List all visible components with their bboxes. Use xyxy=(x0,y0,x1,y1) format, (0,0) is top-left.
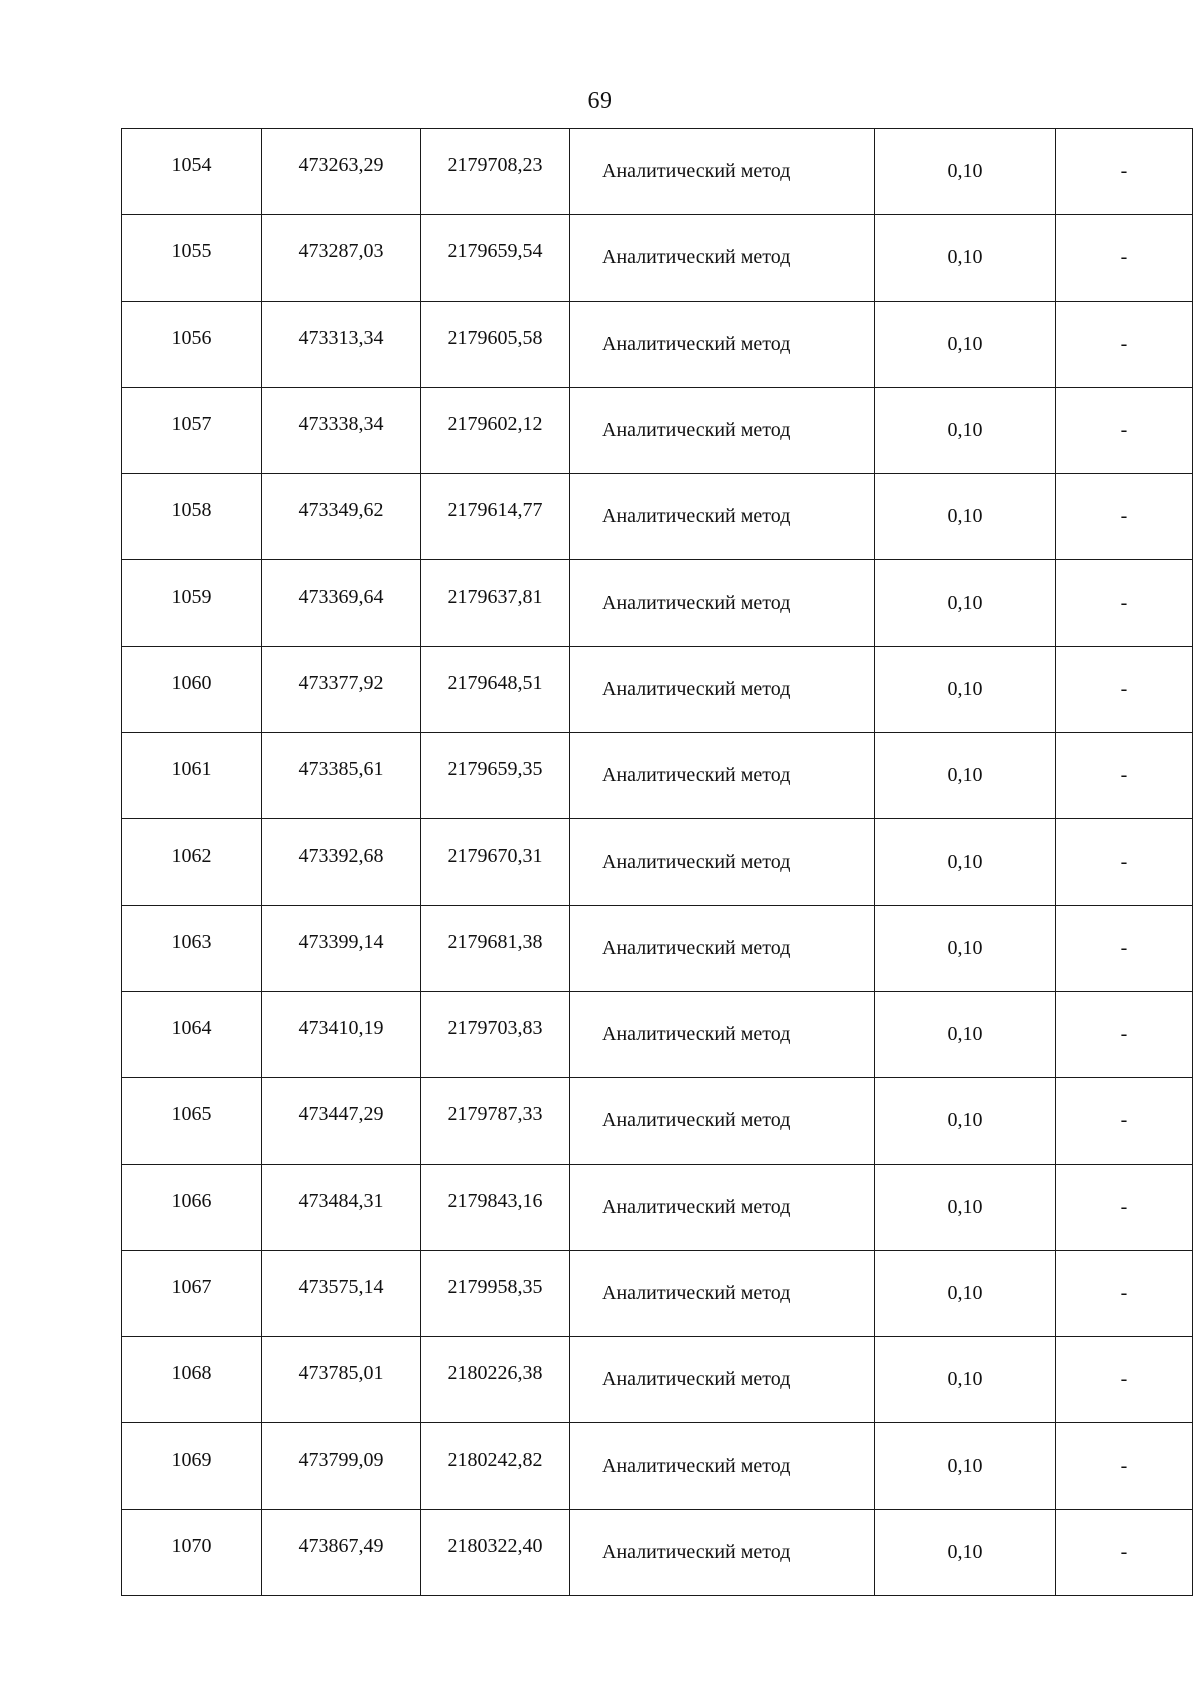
y-coordinate-cell-text: 2180322,40 xyxy=(447,1534,543,1557)
accuracy-cell xyxy=(875,991,1056,1077)
point-number-cell xyxy=(122,301,262,387)
table-row xyxy=(122,301,1193,387)
note-cell xyxy=(1056,991,1193,1077)
method-cell xyxy=(570,474,875,560)
point-number-cell xyxy=(122,1250,262,1336)
y-coordinate-cell-text: 2179703,83 xyxy=(447,1017,543,1040)
note-cell xyxy=(1056,733,1193,819)
accuracy-cell-text: 0,10 xyxy=(947,246,983,269)
accuracy-cell xyxy=(875,474,1056,560)
x-coordinate-cell-text: 473349,62 xyxy=(298,499,384,522)
table-row xyxy=(122,905,1193,991)
method-cell xyxy=(570,129,875,215)
method-cell-text: Аналитический метод xyxy=(602,505,791,528)
note-cell-text: - xyxy=(1120,677,1128,700)
x-coordinate-cell xyxy=(262,1250,421,1336)
accuracy-cell-text: 0,10 xyxy=(947,1540,983,1563)
note-cell xyxy=(1056,129,1193,215)
x-coordinate-cell-text: 473263,29 xyxy=(298,154,384,177)
point-number-cell xyxy=(122,733,262,819)
note-cell-text: - xyxy=(1120,591,1128,614)
note-cell xyxy=(1056,301,1193,387)
method-cell xyxy=(570,387,875,473)
x-coordinate-cell xyxy=(262,129,421,215)
y-coordinate-cell xyxy=(421,387,570,473)
y-coordinate-cell xyxy=(421,1423,570,1509)
method-cell-text: Аналитический метод xyxy=(602,246,791,269)
note-cell xyxy=(1056,1078,1193,1164)
note-cell xyxy=(1056,646,1193,732)
method-cell-text: Аналитический метод xyxy=(602,591,791,614)
point-number-cell xyxy=(122,819,262,905)
y-coordinate-cell xyxy=(421,560,570,646)
point-number-cell-text: 1066 xyxy=(171,1189,212,1212)
method-cell-text: Аналитический метод xyxy=(602,1540,791,1563)
method-cell xyxy=(570,215,875,301)
accuracy-cell-text: 0,10 xyxy=(947,160,983,183)
note-cell-text: - xyxy=(1120,505,1128,528)
method-cell-text: Аналитический метод xyxy=(602,850,791,873)
table-row xyxy=(122,129,1193,215)
y-coordinate-cell-text: 2180242,82 xyxy=(447,1448,543,1471)
x-coordinate-cell-text: 473575,14 xyxy=(298,1276,384,1298)
y-coordinate-cell xyxy=(421,1337,570,1423)
x-coordinate-cell xyxy=(262,905,421,991)
accuracy-cell xyxy=(875,646,1056,732)
point-number-cell xyxy=(122,1164,262,1250)
accuracy-cell-text: 0,10 xyxy=(947,1454,983,1477)
table-row xyxy=(122,1509,1193,1595)
x-coordinate-cell-text: 473313,34 xyxy=(298,326,384,349)
x-coordinate-cell xyxy=(262,1164,421,1250)
x-coordinate-cell-text: 473392,68 xyxy=(298,844,384,867)
point-number-cell xyxy=(122,1423,262,1509)
point-number-cell-text: 1059 xyxy=(171,585,212,608)
y-coordinate-cell xyxy=(421,905,570,991)
y-coordinate-cell-text: 2179787,33 xyxy=(447,1103,543,1126)
table-row xyxy=(122,991,1193,1077)
accuracy-cell xyxy=(875,1337,1056,1423)
accuracy-cell-text: 0,10 xyxy=(947,1368,983,1391)
x-coordinate-cell-text: 473338,34 xyxy=(298,413,384,436)
x-coordinate-cell xyxy=(262,1078,421,1164)
y-coordinate-cell xyxy=(421,733,570,819)
accuracy-cell-text: 0,10 xyxy=(947,936,983,959)
accuracy-cell-text: 0,10 xyxy=(947,764,983,787)
coordinates-table xyxy=(121,128,1193,1596)
point-number-cell xyxy=(122,474,262,560)
note-cell xyxy=(1056,819,1193,905)
method-cell-text: Аналитический метод xyxy=(602,1195,791,1218)
x-coordinate-cell xyxy=(262,387,421,473)
x-coordinate-cell-text: 473799,09 xyxy=(298,1448,384,1471)
note-cell-text: - xyxy=(1120,1540,1128,1563)
accuracy-cell xyxy=(875,1078,1056,1164)
accuracy-cell xyxy=(875,1250,1056,1336)
accuracy-cell xyxy=(875,1423,1056,1509)
page-number: 69 xyxy=(587,88,613,114)
point-number-cell-text: 1055 xyxy=(171,240,212,263)
y-coordinate-cell-text: 2179659,35 xyxy=(447,758,543,781)
x-coordinate-cell xyxy=(262,1509,421,1595)
note-cell xyxy=(1056,560,1193,646)
method-cell xyxy=(570,646,875,732)
method-cell xyxy=(570,1078,875,1164)
y-coordinate-cell xyxy=(421,215,570,301)
note-cell-text: - xyxy=(1120,850,1128,873)
method-cell xyxy=(570,819,875,905)
note-cell-text: - xyxy=(1120,332,1128,355)
x-coordinate-cell-text: 473447,29 xyxy=(298,1103,384,1126)
point-number-cell-text: 1068 xyxy=(171,1362,212,1385)
note-cell-text: - xyxy=(1120,1368,1128,1391)
table-row xyxy=(122,819,1193,905)
point-number-cell-text: 1058 xyxy=(171,499,212,522)
point-number-cell-text: 1062 xyxy=(171,844,212,867)
y-coordinate-cell-text: 2179659,54 xyxy=(447,240,543,263)
accuracy-cell-text: 0,10 xyxy=(947,1109,983,1132)
note-cell-text: - xyxy=(1120,1282,1128,1304)
accuracy-cell-text: 0,10 xyxy=(947,1282,983,1304)
y-coordinate-cell-text: 2179670,31 xyxy=(447,844,543,867)
x-coordinate-cell-text: 473399,14 xyxy=(298,930,384,953)
point-number-cell xyxy=(122,646,262,732)
table-row xyxy=(122,474,1193,560)
point-number-cell xyxy=(122,991,262,1077)
accuracy-cell-text: 0,10 xyxy=(947,677,983,700)
point-number-cell xyxy=(122,215,262,301)
accuracy-cell xyxy=(875,733,1056,819)
y-coordinate-cell-text: 2180226,38 xyxy=(447,1362,543,1385)
y-coordinate-cell xyxy=(421,1509,570,1595)
y-coordinate-cell-text: 2179708,23 xyxy=(447,154,543,177)
note-cell-text: - xyxy=(1120,1109,1128,1132)
y-coordinate-cell-text: 2179958,35 xyxy=(447,1276,543,1298)
note-cell xyxy=(1056,474,1193,560)
table-row xyxy=(122,215,1193,301)
point-number-cell xyxy=(122,387,262,473)
table-row xyxy=(122,1250,1193,1336)
x-coordinate-cell xyxy=(262,560,421,646)
note-cell xyxy=(1056,1423,1193,1509)
note-cell xyxy=(1056,1250,1193,1336)
method-cell xyxy=(570,560,875,646)
note-cell-text: - xyxy=(1120,1195,1128,1218)
x-coordinate-cell-text: 473369,64 xyxy=(298,585,384,608)
x-coordinate-cell xyxy=(262,991,421,1077)
y-coordinate-cell xyxy=(421,646,570,732)
accuracy-cell-text: 0,10 xyxy=(947,591,983,614)
method-cell xyxy=(570,1250,875,1336)
x-coordinate-cell xyxy=(262,733,421,819)
method-cell-text: Аналитический метод xyxy=(602,1282,791,1304)
y-coordinate-cell-text: 2179605,58 xyxy=(447,326,543,349)
method-cell-text: Аналитический метод xyxy=(602,677,791,700)
table-row xyxy=(122,1078,1193,1164)
note-cell-text: - xyxy=(1120,160,1128,183)
x-coordinate-cell xyxy=(262,1423,421,1509)
note-cell-text: - xyxy=(1120,764,1128,787)
method-cell-text: Аналитический метод xyxy=(602,1454,791,1477)
table-row xyxy=(122,733,1193,819)
method-cell xyxy=(570,733,875,819)
point-number-cell-text: 1061 xyxy=(171,758,212,781)
x-coordinate-cell xyxy=(262,646,421,732)
y-coordinate-cell xyxy=(421,1250,570,1336)
point-number-cell-text: 1063 xyxy=(171,930,212,953)
accuracy-cell-text: 0,10 xyxy=(947,505,983,528)
method-cell-text: Аналитический метод xyxy=(602,936,791,959)
method-cell xyxy=(570,905,875,991)
x-coordinate-cell-text: 473385,61 xyxy=(298,758,384,781)
point-number-cell xyxy=(122,1337,262,1423)
accuracy-cell-text: 0,10 xyxy=(947,850,983,873)
x-coordinate-cell xyxy=(262,215,421,301)
method-cell xyxy=(570,1337,875,1423)
table-row xyxy=(122,1164,1193,1250)
method-cell-text: Аналитический метод xyxy=(602,764,791,787)
accuracy-cell xyxy=(875,1509,1056,1595)
x-coordinate-cell xyxy=(262,474,421,560)
point-number-cell xyxy=(122,560,262,646)
method-cell-text: Аналитический метод xyxy=(602,1368,791,1391)
x-coordinate-cell-text: 473785,01 xyxy=(298,1362,384,1385)
y-coordinate-cell xyxy=(421,991,570,1077)
point-number-cell xyxy=(122,905,262,991)
accuracy-cell-text: 0,10 xyxy=(947,1023,983,1046)
point-number-cell xyxy=(122,1509,262,1595)
point-number-cell-text: 1067 xyxy=(171,1276,212,1298)
accuracy-cell xyxy=(875,819,1056,905)
note-cell-text: - xyxy=(1120,1023,1128,1046)
method-cell-text: Аналитический метод xyxy=(602,419,791,442)
y-coordinate-cell-text: 2179681,38 xyxy=(447,930,543,953)
note-cell xyxy=(1056,905,1193,991)
point-number-cell-text: 1070 xyxy=(171,1534,212,1557)
method-cell xyxy=(570,1509,875,1595)
y-coordinate-cell-text: 2179648,51 xyxy=(447,671,543,694)
y-coordinate-cell xyxy=(421,301,570,387)
y-coordinate-cell xyxy=(421,1078,570,1164)
y-coordinate-cell xyxy=(421,819,570,905)
method-cell xyxy=(570,1423,875,1509)
y-coordinate-cell xyxy=(421,474,570,560)
point-number-cell-text: 1056 xyxy=(171,326,212,349)
x-coordinate-cell-text: 473287,03 xyxy=(298,240,384,263)
method-cell-text: Аналитический метод xyxy=(602,1109,791,1132)
x-coordinate-cell-text: 473484,31 xyxy=(298,1189,384,1212)
note-cell xyxy=(1056,1337,1193,1423)
note-cell-text: - xyxy=(1120,1454,1128,1477)
method-cell-text: Аналитический метод xyxy=(602,1023,791,1046)
note-cell-text: - xyxy=(1120,246,1128,269)
point-number-cell-text: 1064 xyxy=(171,1017,212,1040)
x-coordinate-cell-text: 473867,49 xyxy=(298,1534,384,1557)
accuracy-cell-text: 0,10 xyxy=(947,332,983,355)
note-cell xyxy=(1056,215,1193,301)
note-cell-text: - xyxy=(1120,419,1128,442)
y-coordinate-cell-text: 2179843,16 xyxy=(447,1189,543,1212)
table-row xyxy=(122,1337,1193,1423)
method-cell xyxy=(570,1164,875,1250)
point-number-cell-text: 1069 xyxy=(171,1448,212,1471)
point-number-cell xyxy=(122,1078,262,1164)
accuracy-cell xyxy=(875,1164,1056,1250)
x-coordinate-cell xyxy=(262,819,421,905)
point-number-cell-text: 1065 xyxy=(171,1103,212,1126)
point-number-cell-text: 1054 xyxy=(171,154,212,177)
accuracy-cell xyxy=(875,129,1056,215)
y-coordinate-cell-text: 2179614,77 xyxy=(447,499,543,522)
y-coordinate-cell xyxy=(421,129,570,215)
method-cell-text: Аналитический метод xyxy=(602,160,791,183)
x-coordinate-cell xyxy=(262,301,421,387)
point-number-cell xyxy=(122,129,262,215)
table-row xyxy=(122,646,1193,732)
table-row xyxy=(122,560,1193,646)
accuracy-cell-text: 0,10 xyxy=(947,1195,983,1218)
x-coordinate-cell xyxy=(262,1337,421,1423)
method-cell-text: Аналитический метод xyxy=(602,332,791,355)
accuracy-cell xyxy=(875,560,1056,646)
accuracy-cell xyxy=(875,301,1056,387)
accuracy-cell-text: 0,10 xyxy=(947,419,983,442)
note-cell xyxy=(1056,1509,1193,1595)
table-row xyxy=(122,387,1193,473)
note-cell-text: - xyxy=(1120,936,1128,959)
method-cell xyxy=(570,991,875,1077)
method-cell xyxy=(570,301,875,387)
accuracy-cell xyxy=(875,215,1056,301)
table-row xyxy=(122,1423,1193,1509)
accuracy-cell xyxy=(875,387,1056,473)
y-coordinate-cell-text: 2179637,81 xyxy=(447,585,543,608)
note-cell xyxy=(1056,387,1193,473)
note-cell xyxy=(1056,1164,1193,1250)
x-coordinate-cell-text: 473377,92 xyxy=(298,671,384,694)
x-coordinate-cell-text: 473410,19 xyxy=(298,1017,384,1040)
y-coordinate-cell-text: 2179602,12 xyxy=(447,413,543,436)
y-coordinate-cell xyxy=(421,1164,570,1250)
point-number-cell-text: 1057 xyxy=(171,413,212,436)
accuracy-cell xyxy=(875,905,1056,991)
table-body xyxy=(122,129,1193,1596)
point-number-cell-text: 1060 xyxy=(171,671,212,694)
